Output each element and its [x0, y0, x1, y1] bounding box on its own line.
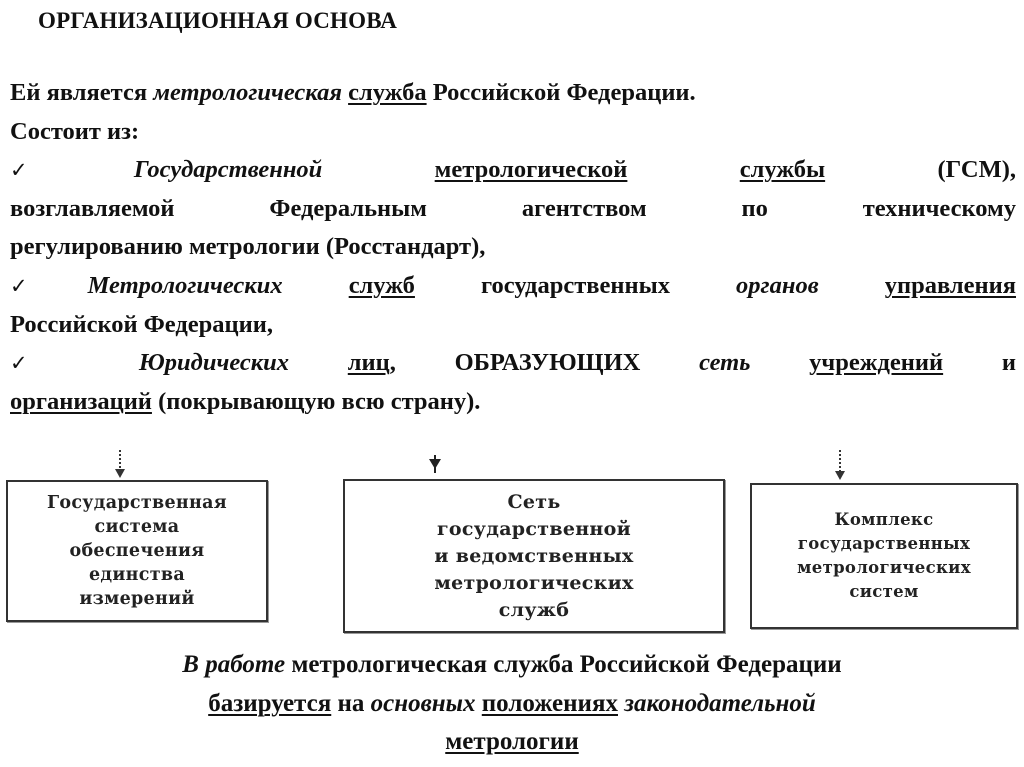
- footer-line3: [20, 723, 1004, 762]
- arrow-down-icon: [112, 450, 128, 482]
- intro-part: Ей является: [10, 79, 154, 106]
- footer-word: метрологическая служба Российской Федерации: [285, 651, 842, 678]
- box-line: метрологических: [434, 571, 634, 594]
- item3-line1: [10, 344, 1016, 383]
- item2-word: государственных: [414, 271, 737, 299]
- item2-word: Метрологических: [87, 271, 283, 299]
- item3-space: [750, 349, 809, 376]
- box-line: обеспечения: [69, 541, 205, 561]
- box-line: измерений: [79, 589, 195, 609]
- box-line: метрологических: [797, 558, 971, 577]
- item3-word: организаций: [10, 387, 152, 415]
- item2-line2: Российской Федерации,: [10, 310, 273, 338]
- item2-word: служб: [348, 271, 415, 299]
- item2-line1: [10, 267, 1016, 306]
- item3-word: (покрывающую всю страну).: [151, 387, 481, 415]
- box-line: служб: [498, 598, 570, 621]
- item3-word: Юридических: [80, 349, 290, 377]
- check-icon: ✓: [10, 273, 88, 298]
- item2-word: управления: [884, 271, 1016, 299]
- item3-word: и: [943, 349, 1016, 377]
- box-line: систем: [849, 582, 919, 601]
- item2-word: органов: [736, 271, 819, 299]
- footer-text: [20, 646, 1004, 762]
- item1-line1: [10, 151, 1016, 190]
- item3-word: , ОБРАЗУЮЩИХ: [389, 349, 700, 377]
- box-line: единства: [89, 565, 185, 585]
- footer-word: положениях: [481, 689, 618, 717]
- box-line: государственной: [436, 517, 632, 540]
- footer-word: базируется: [208, 689, 332, 717]
- box-line: Сеть: [507, 490, 561, 513]
- item1-word: службы: [739, 156, 826, 184]
- item1-line3: регулированию метрологии (Росстандарт),: [10, 233, 486, 261]
- box-line: Комплекс: [834, 510, 934, 529]
- footer-word: законодательной: [618, 689, 816, 717]
- box-metrological-services-network: [343, 479, 725, 633]
- footer-word: метрологии: [445, 728, 579, 755]
- item3-word: лиц: [347, 349, 390, 377]
- check-icon: ✓: [10, 158, 134, 183]
- intro-term-metrological: метрологическая: [153, 79, 342, 106]
- box-line: и ведомственных: [434, 544, 634, 567]
- main-text: [10, 74, 1016, 421]
- item3-word: учреждений: [809, 349, 944, 377]
- footer-word: основных: [370, 689, 476, 717]
- footer-line2: [20, 685, 1004, 724]
- item3-word: сеть: [699, 349, 751, 377]
- box-line: Государственная: [46, 493, 228, 513]
- item1-word: метрологической: [434, 156, 628, 184]
- intro-line: [10, 74, 1016, 113]
- consists-line: Состоит из:: [10, 117, 140, 145]
- box-state-measurement-system: [6, 480, 268, 622]
- item1-word: Государственной: [133, 156, 323, 184]
- box-line: государственных: [797, 534, 971, 553]
- footer-word: на: [331, 689, 371, 717]
- footer-word: В работе: [182, 651, 286, 678]
- check-icon: ✓: [10, 351, 81, 376]
- box-metrological-systems-complex: [750, 483, 1018, 629]
- footer-line1: [20, 646, 1004, 685]
- arrow-down-icon: [832, 450, 848, 484]
- box-line: система: [94, 517, 180, 537]
- intro-part: Российской Федерации.: [426, 79, 696, 106]
- arrow-down-icon: [427, 455, 443, 475]
- item2-space: [283, 272, 349, 299]
- item1-line2: возглавляемой Федеральным агентством по техническому: [10, 194, 1016, 222]
- page-title: ОРГАНИЗАЦИОННАЯ ОСНОВА: [38, 8, 398, 33]
- intro-term-service: служба: [348, 79, 427, 106]
- item2-space: [819, 272, 885, 299]
- item3-line2: [10, 383, 1016, 422]
- item1-word: (ГСМ),: [937, 156, 1017, 184]
